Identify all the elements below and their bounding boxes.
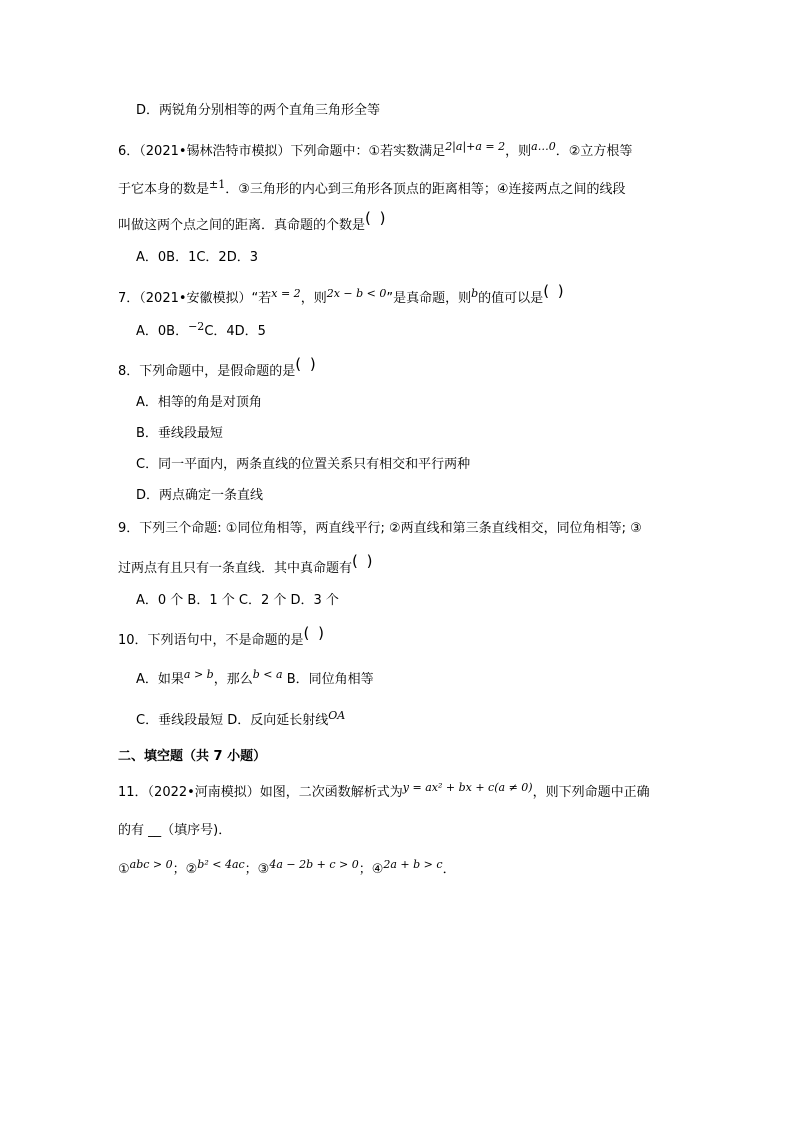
q10-math-2: b < a: [252, 668, 283, 681]
q6-math-1: 2|a|+a = 2: [445, 140, 506, 153]
q6-line1: 6．（2021•锡林浩特市模拟）下列命题中：①若实数满足$^{2|a|+a = 2}$，则$^{a\dots 0}$．②立方根等: [118, 140, 633, 159]
q7-math-2: 2x − b < 0: [326, 287, 387, 300]
q9-options: A．0 个 B．1 个 C．2 个 D．3 个: [136, 593, 339, 608]
q8-answer-paren: ( ): [295, 355, 318, 373]
q6-options: A．0B．1C．2D．3: [136, 250, 258, 265]
q7-math-1: x = 2: [271, 287, 301, 300]
q9-line1: 9．下列三个命题: ①同位角相等，两直线平行; ②两直线和第三条直线相交，同位角相等; ③: [118, 521, 642, 536]
q7-math-3: b: [471, 287, 479, 300]
q11-math-5: 2a + b > c: [383, 858, 443, 871]
q8-option-b: B．垂线段最短: [136, 426, 223, 441]
q10-options-ab: A．如果$^{a > b}$，那么$^{b < a}$ B．同位角相等: [136, 668, 374, 687]
q8-option-d: D．两点确定一条直线: [136, 488, 264, 503]
q6-line2: 于它本身的数是$^{\pm 1}$．③三角形的内心到三角形各顶点的距离相等；④连接两点之间的线段: [118, 178, 626, 197]
q7-stem: 7．（2021•安徽模拟）“若$^{x = 2}$，则$^{2x - b < 0}$”是真命题，则$^b$的值可以是( ): [118, 282, 566, 306]
q6-answer-paren: ( ): [365, 209, 388, 227]
q7-options: A．0B．$^{-2}$C．4D．5: [136, 320, 266, 339]
q8-option-c: C．同一平面内，两条直线的位置关系只有相交和平行两种: [136, 457, 471, 472]
q9-line2: 过两点有且只有一条直线．其中真命题有( ): [118, 552, 375, 576]
q10-stem: 10．下列语句中，不是命题的是( ): [118, 624, 327, 648]
section-heading-fill-in: 二、填空题（共 7 小题）: [118, 749, 267, 764]
q5-option-d: D．两锐角分别相等的两个直角三角形全等: [136, 103, 381, 118]
q10-options-cd: C．垂线段最短 D．反向延长射线$^{OA}$: [136, 709, 346, 728]
q10-math-3: OA: [328, 709, 346, 722]
q6-math-2: a…0: [531, 140, 556, 153]
q11-line1: 11．（2022•河南模拟）如图，二次函数解析式为$^{y = ax^2 + bx + c(a \ne 0)}$，则下列命题中正确: [118, 781, 650, 800]
q9-answer-paren: ( ): [352, 552, 375, 570]
q6-math-3: ±1: [209, 178, 226, 191]
q11-math-4: 4a − 2b + c > 0: [269, 858, 359, 871]
q10-answer-paren: ( ): [303, 624, 327, 642]
q8-stem: 8．下列命题中，是假命题的是( ): [118, 355, 318, 379]
q11-math-1: y = ax² + bx + c(a ≠ 0): [402, 781, 533, 794]
q11-math-3: b² < 4ac: [197, 858, 245, 871]
q7-math-4: −2: [188, 320, 205, 333]
q6-line3: 叫做这两个点之间的距离．真命题的个数是( ): [118, 209, 388, 233]
q11-items: ①$^{abc > 0}$；②$^{b^2 < 4ac}$；③$^{4a - 2b + c > 0}$；④$^{2a + b > c}$．: [118, 858, 456, 877]
q7-answer-paren: ( ): [543, 282, 566, 300]
q10-math-1: a > b: [183, 668, 214, 681]
q8-option-a: A．相等的角是对顶角: [136, 395, 262, 410]
q11-line2: 的有 __（填序号)．: [118, 823, 232, 838]
q11-math-2: abc > 0: [129, 858, 173, 871]
